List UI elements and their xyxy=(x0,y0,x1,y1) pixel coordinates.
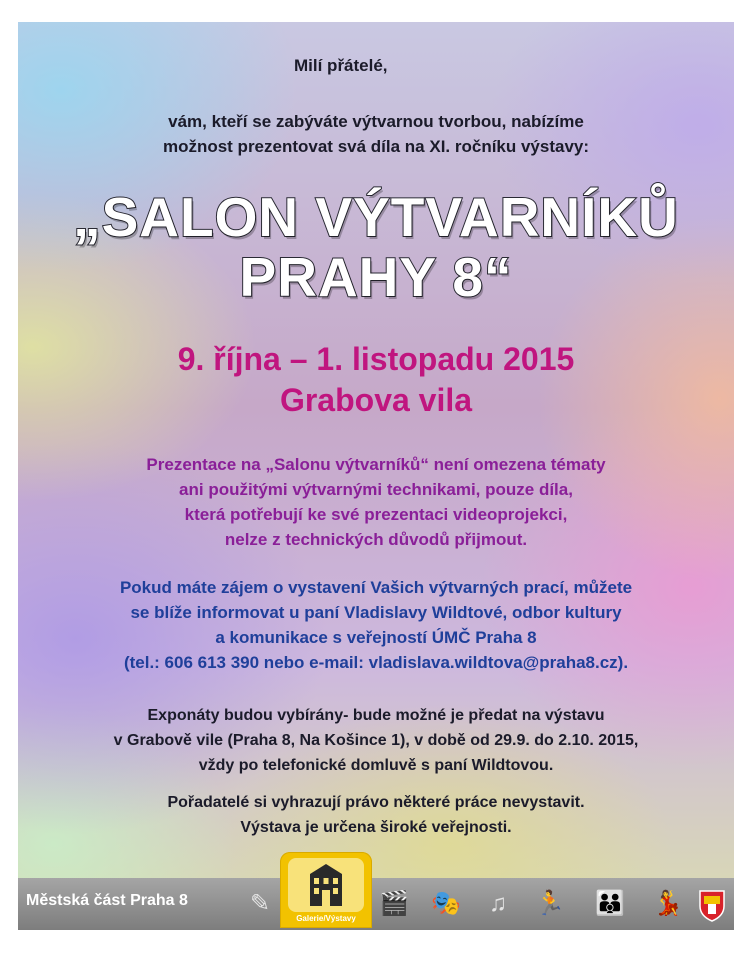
paragraph-line: a komunikace s veřejností ÚMČ Praha 8 xyxy=(215,628,537,647)
conditions-paragraph xyxy=(18,452,734,552)
contact-details-line: (tel.: 606 613 390 nebo e-mail: vladislava.wildtova@praha8.cz). xyxy=(123,653,629,672)
coat-of-arms-icon xyxy=(698,888,726,922)
event-venue: Grabova vila xyxy=(279,382,473,418)
paragraph-line: nelze z technických důvodů přijmout. xyxy=(224,530,528,549)
paragraph-line: v Grabově vile (Praha 8, Na Košince 1), v době od 29.9. do 2.10. 2015, xyxy=(113,732,639,749)
contact-paragraph xyxy=(18,575,734,675)
paragraph-line: Pořadatelé si vyhrazují právo některé práce nevystavit. xyxy=(167,794,585,811)
music-notes-icon[interactable]: ♫ xyxy=(489,890,507,917)
paragraph-line: vždy po telefonické domluvě s paní Wildtovou. xyxy=(198,757,554,774)
brush-icon[interactable]: ✎ xyxy=(249,890,271,917)
family-icon[interactable]: 👪 xyxy=(595,890,625,917)
footer-bar xyxy=(18,878,734,930)
film-clapper-icon[interactable]: 🎬 xyxy=(379,890,409,917)
event-title-line-2: PRAHY 8“ xyxy=(239,246,513,308)
paragraph-line: Výstava je určena široké veřejnosti. xyxy=(240,819,512,836)
paragraph-line: se blíže informovat u paní Vladislavy Wildtové, odbor kultury xyxy=(130,603,622,622)
poster xyxy=(18,22,734,878)
intro-line: možnost prezentovat svá díla na XI. ročníku výstavy: xyxy=(162,137,590,156)
intro-text xyxy=(18,109,734,159)
intro-line: vám, kteří se zabýváte výtvarnou tvorbou, nabízíme xyxy=(168,112,584,131)
footer-district-label: Městská část Praha 8 xyxy=(26,892,188,909)
paragraph-line: ani použitými výtvarnými technikami, pouze díla, xyxy=(179,480,573,499)
event-date: 9. října – 1. listopadu 2015 xyxy=(177,341,575,377)
paragraph-line: Pokud máte zájem o vystavení Vašich výtvarných prací, můžete xyxy=(119,578,633,597)
theatre-masks-icon[interactable]: 🎭 xyxy=(431,890,461,917)
runner-icon[interactable]: 🏃 xyxy=(535,890,565,917)
event-title-line-1: „SALON VÝTVARNÍKŮ xyxy=(73,186,679,248)
submission-paragraph xyxy=(18,703,734,778)
greeting: Milí přátelé, xyxy=(294,56,388,75)
paragraph-line: Exponáty budou vybírány- bude možné je předat na výstavu xyxy=(147,707,605,724)
tab-gallery-exhibitions[interactable] xyxy=(280,852,372,928)
organizer-note xyxy=(18,790,734,840)
gallery-building-icon xyxy=(288,858,364,912)
paragraph-line: Prezentace na „Salonu výtvarníků“ není omezena tématy xyxy=(146,455,606,474)
dancer-icon[interactable]: 💃 xyxy=(653,890,683,917)
paragraph-line: která potřebují ke své prezentaci videoprojekci, xyxy=(184,505,568,524)
tab-gallery-label: Galerie/Výstavy xyxy=(296,914,356,923)
